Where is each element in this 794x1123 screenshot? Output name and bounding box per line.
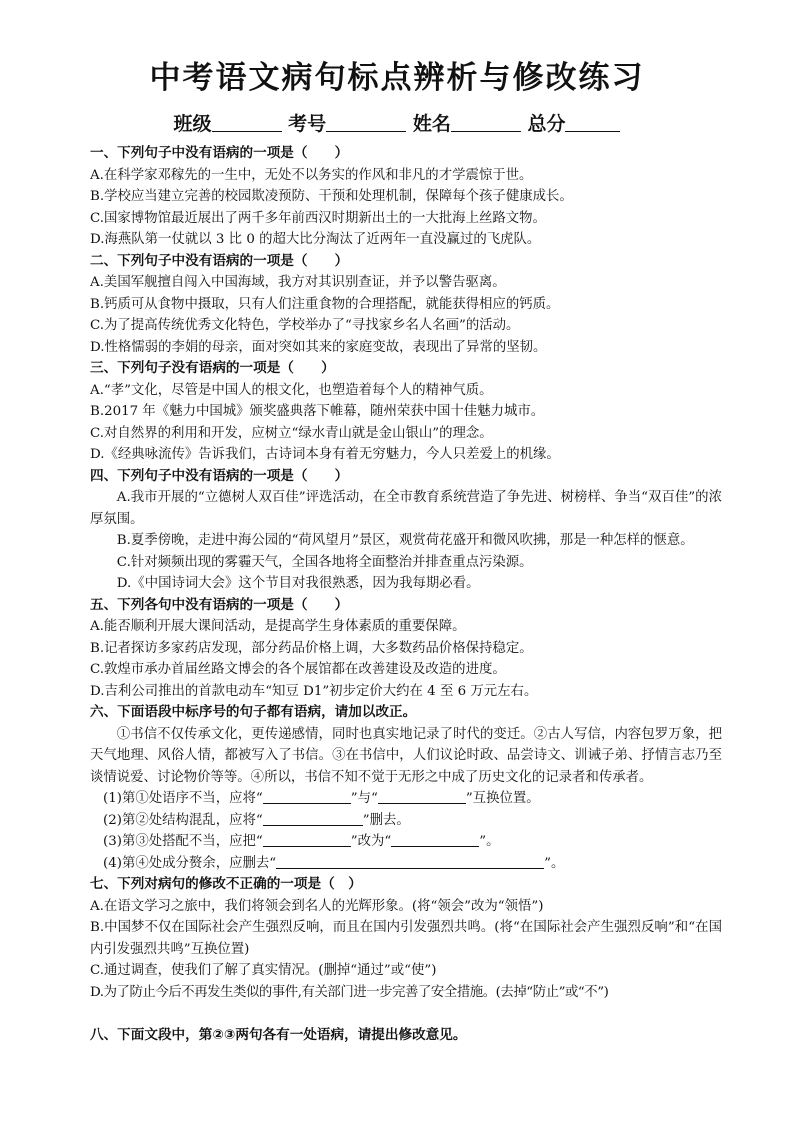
sub-1-text-b: ”与“: [350, 791, 378, 806]
section-gap: [90, 1003, 722, 1025]
sub-3-blank-2[interactable]: [391, 832, 479, 847]
question-5-option-c: C.敦煌市承办首届丝路文博会的各个展馆都在改善建设及改造的进度。: [90, 662, 506, 677]
question-4-option-c: C.针对频频出现的雾霾天气，全国各地将全面整治并排查重点污染源。: [116, 554, 533, 570]
question-4-stem: 四、下列句子中没有语病的一项是（ ）: [90, 467, 349, 484]
question-2-option-c: C.为了提高传统优秀文化特色，学校举办了“寻找家乡名人名画”的活动。: [90, 318, 520, 333]
sub-4-text-a: (4)第④处成分赘余，应删去“: [103, 855, 277, 871]
exam-no-blank[interactable]: [326, 113, 406, 132]
question-6-sub-1: [90, 788, 722, 810]
sub-1-blank-2[interactable]: [378, 789, 466, 804]
question-6-stem: 六、下面语段中标序号的句子都有语病，请加以改正。: [90, 704, 417, 720]
questions: [90, 143, 722, 1047]
question-1-option-c: C.国家博物馆最近展出了两千多年前西汉时期新出土的一大批海上丝路文物。: [90, 210, 546, 226]
score-label: 总分: [527, 113, 566, 135]
question-8-stem: 八、下面文段中，第②③两句各有一处语病，请提出修改意见。: [90, 1027, 467, 1043]
name-blank[interactable]: [451, 113, 521, 132]
question-6-sub-2: [90, 810, 722, 832]
question-2-option-d: D.性格懦弱的李娟的母亲，面对突如其来的家庭变故，表现出了异常的坚韧。: [90, 339, 547, 355]
question-5-option-d: D.吉利公司推出的首款电动车“知豆 D1”初步定价大约在 4 至 6 万元左右。: [90, 683, 538, 699]
question-6-passage: ①书信不仅传承文化，更传递感情，同时也真实地记录了时代的变迁。②古人写信，内容包罗万象，把天气地理、风俗人情，都被写入了书信。③在书信中，人们议论时政、品尝诗文、训诫子弟、抒情言志乃至谈情说爱、讨论物价等等。④所以，书信不知不觉于无形之中成了历史文化的记录者和传承者。: [90, 726, 722, 785]
question-5-option-b: B.记者探访多家药店发现，部分药品价格上调，大多数药品价格保持稳定。: [90, 640, 533, 656]
question-5-stem: 五、下列各句中没有语病的一项是（ ）: [90, 596, 349, 613]
question-5-option-a: A.能否顺利开展大课间活动，是提高学生身体素质的重要保障。: [90, 619, 466, 634]
student-info-line: [0, 111, 794, 137]
question-6-sub-4: [90, 853, 722, 875]
question-3-option-c: C.对自然界的利用和开发，应树立“绿水青山就是金山银山”的理念。: [90, 425, 493, 441]
question-7-option-c: C.通过调查，使我们了解了真实情况。(删掉“通过”或“使”): [90, 963, 437, 978]
question-1-stem: 一、下列句子中没有语病的一项是（ ）: [90, 145, 349, 161]
sub-1-text-a: (1)第①处语序不当，应将“: [103, 791, 263, 806]
question-1-option-a: A.在科学家邓稼先的一生中，无处不以务实的作风和非凡的才学震惊于世。: [90, 167, 533, 183]
score-blank[interactable]: [565, 113, 620, 132]
sub-1-blank-1[interactable]: [263, 789, 351, 804]
sub-3-text-a: (3)第③处搭配不当，应把“: [103, 834, 263, 849]
sub-3-blank-1[interactable]: [263, 832, 351, 847]
question-1-option-b: B.学校应当建立完善的校园欺凌预防、干预和处理机制，保障每个孩子健康成长。: [90, 189, 573, 204]
sub-3-text-b: ”改为“: [350, 834, 392, 849]
sub-2-text-b: ”删去。: [362, 812, 410, 828]
question-4-option-d: D.《中国诗词大会》这个节目对我很熟悉，因为我每期必看。: [116, 576, 480, 591]
question-4-option-b: B.夏季傍晚，走进中海公园的“荷风望月”景区，观赏荷花盛开和微风吹拂，那是一种怎样的惬意。: [116, 533, 694, 548]
question-3-option-d: D.《经典咏流传》告诉我们，古诗词本身有着无穷魅力，今人只差爱上的机缘。: [90, 447, 560, 462]
sub-4-text-b: ”。: [544, 855, 565, 871]
question-3-stem: 三、下列句子没有语病的一项是（ ）: [90, 360, 335, 376]
question-7-stem: 七、下列对病句的修改不正确的一项是（ ）: [90, 876, 362, 892]
name-label: 姓名: [412, 113, 451, 135]
sub-1-text-c: ”互换位置。: [465, 791, 540, 806]
question-6-sub-3: [90, 831, 722, 853]
class-blank[interactable]: [212, 113, 282, 132]
sub-2-blank[interactable]: [263, 811, 363, 826]
page-title: 中考语文病句标点辨析与修改练习: [149, 60, 645, 96]
question-7-option-a: A.在语文学习之旅中，我们将领会到名人的光辉形象。(将“领会”改为“领悟”): [90, 898, 544, 914]
question-2-option-a: A.美国军舰擅自闯入中国海域，我方对其识别查证，并予以警告驱离。: [90, 275, 506, 290]
question-3-option-b: B.2017 年《魅力中国城》颁奖盛典落下帷幕，随州荣获中国十佳魅力城市。: [90, 404, 545, 419]
sub-3-text-c: ”。: [479, 834, 500, 849]
exam-no-label: 考号: [288, 113, 327, 135]
sub-4-blank[interactable]: [276, 854, 544, 869]
class-label: 班级: [173, 113, 212, 135]
question-4-option-a: A.我市开展的“立德树人双百佳”评选活动，在全市教育系统营造了争先进、树榜样、争当“双百佳”的浓厚氛围。: [90, 490, 722, 527]
question-7-option-d: D.为了防止今后不再发生类似的事件,有关部门进一步完善了安全措施。(去掉“防止”或“不”): [90, 984, 609, 1000]
question-7-option-b: B.中国梦不仅在国际社会产生强烈反响，而且在国内引发强烈共鸣。(将“在国际社会产生强烈反响”和“在国内引发强烈共鸣”互换位置): [90, 920, 722, 957]
question-1-option-d: D.海燕队第一仗就以 3 比 0 的超大比分淘汰了近两年一直没赢过的飞虎队。: [90, 232, 541, 247]
question-3-option-a: A.“孝”文化，尽管是中国人的根文化，也塑造着每个人的精神气质。: [90, 382, 493, 398]
question-2-stem: 二、下列句子中没有语病的一项是（ ）: [90, 252, 349, 269]
sub-2-text-a: (2)第②处结构混乱，应将“: [103, 812, 263, 828]
question-2-option-b: B.钙质可从食物中摄取，只有人们注重食物的合理搭配，就能获得相应的钙质。: [90, 296, 560, 312]
